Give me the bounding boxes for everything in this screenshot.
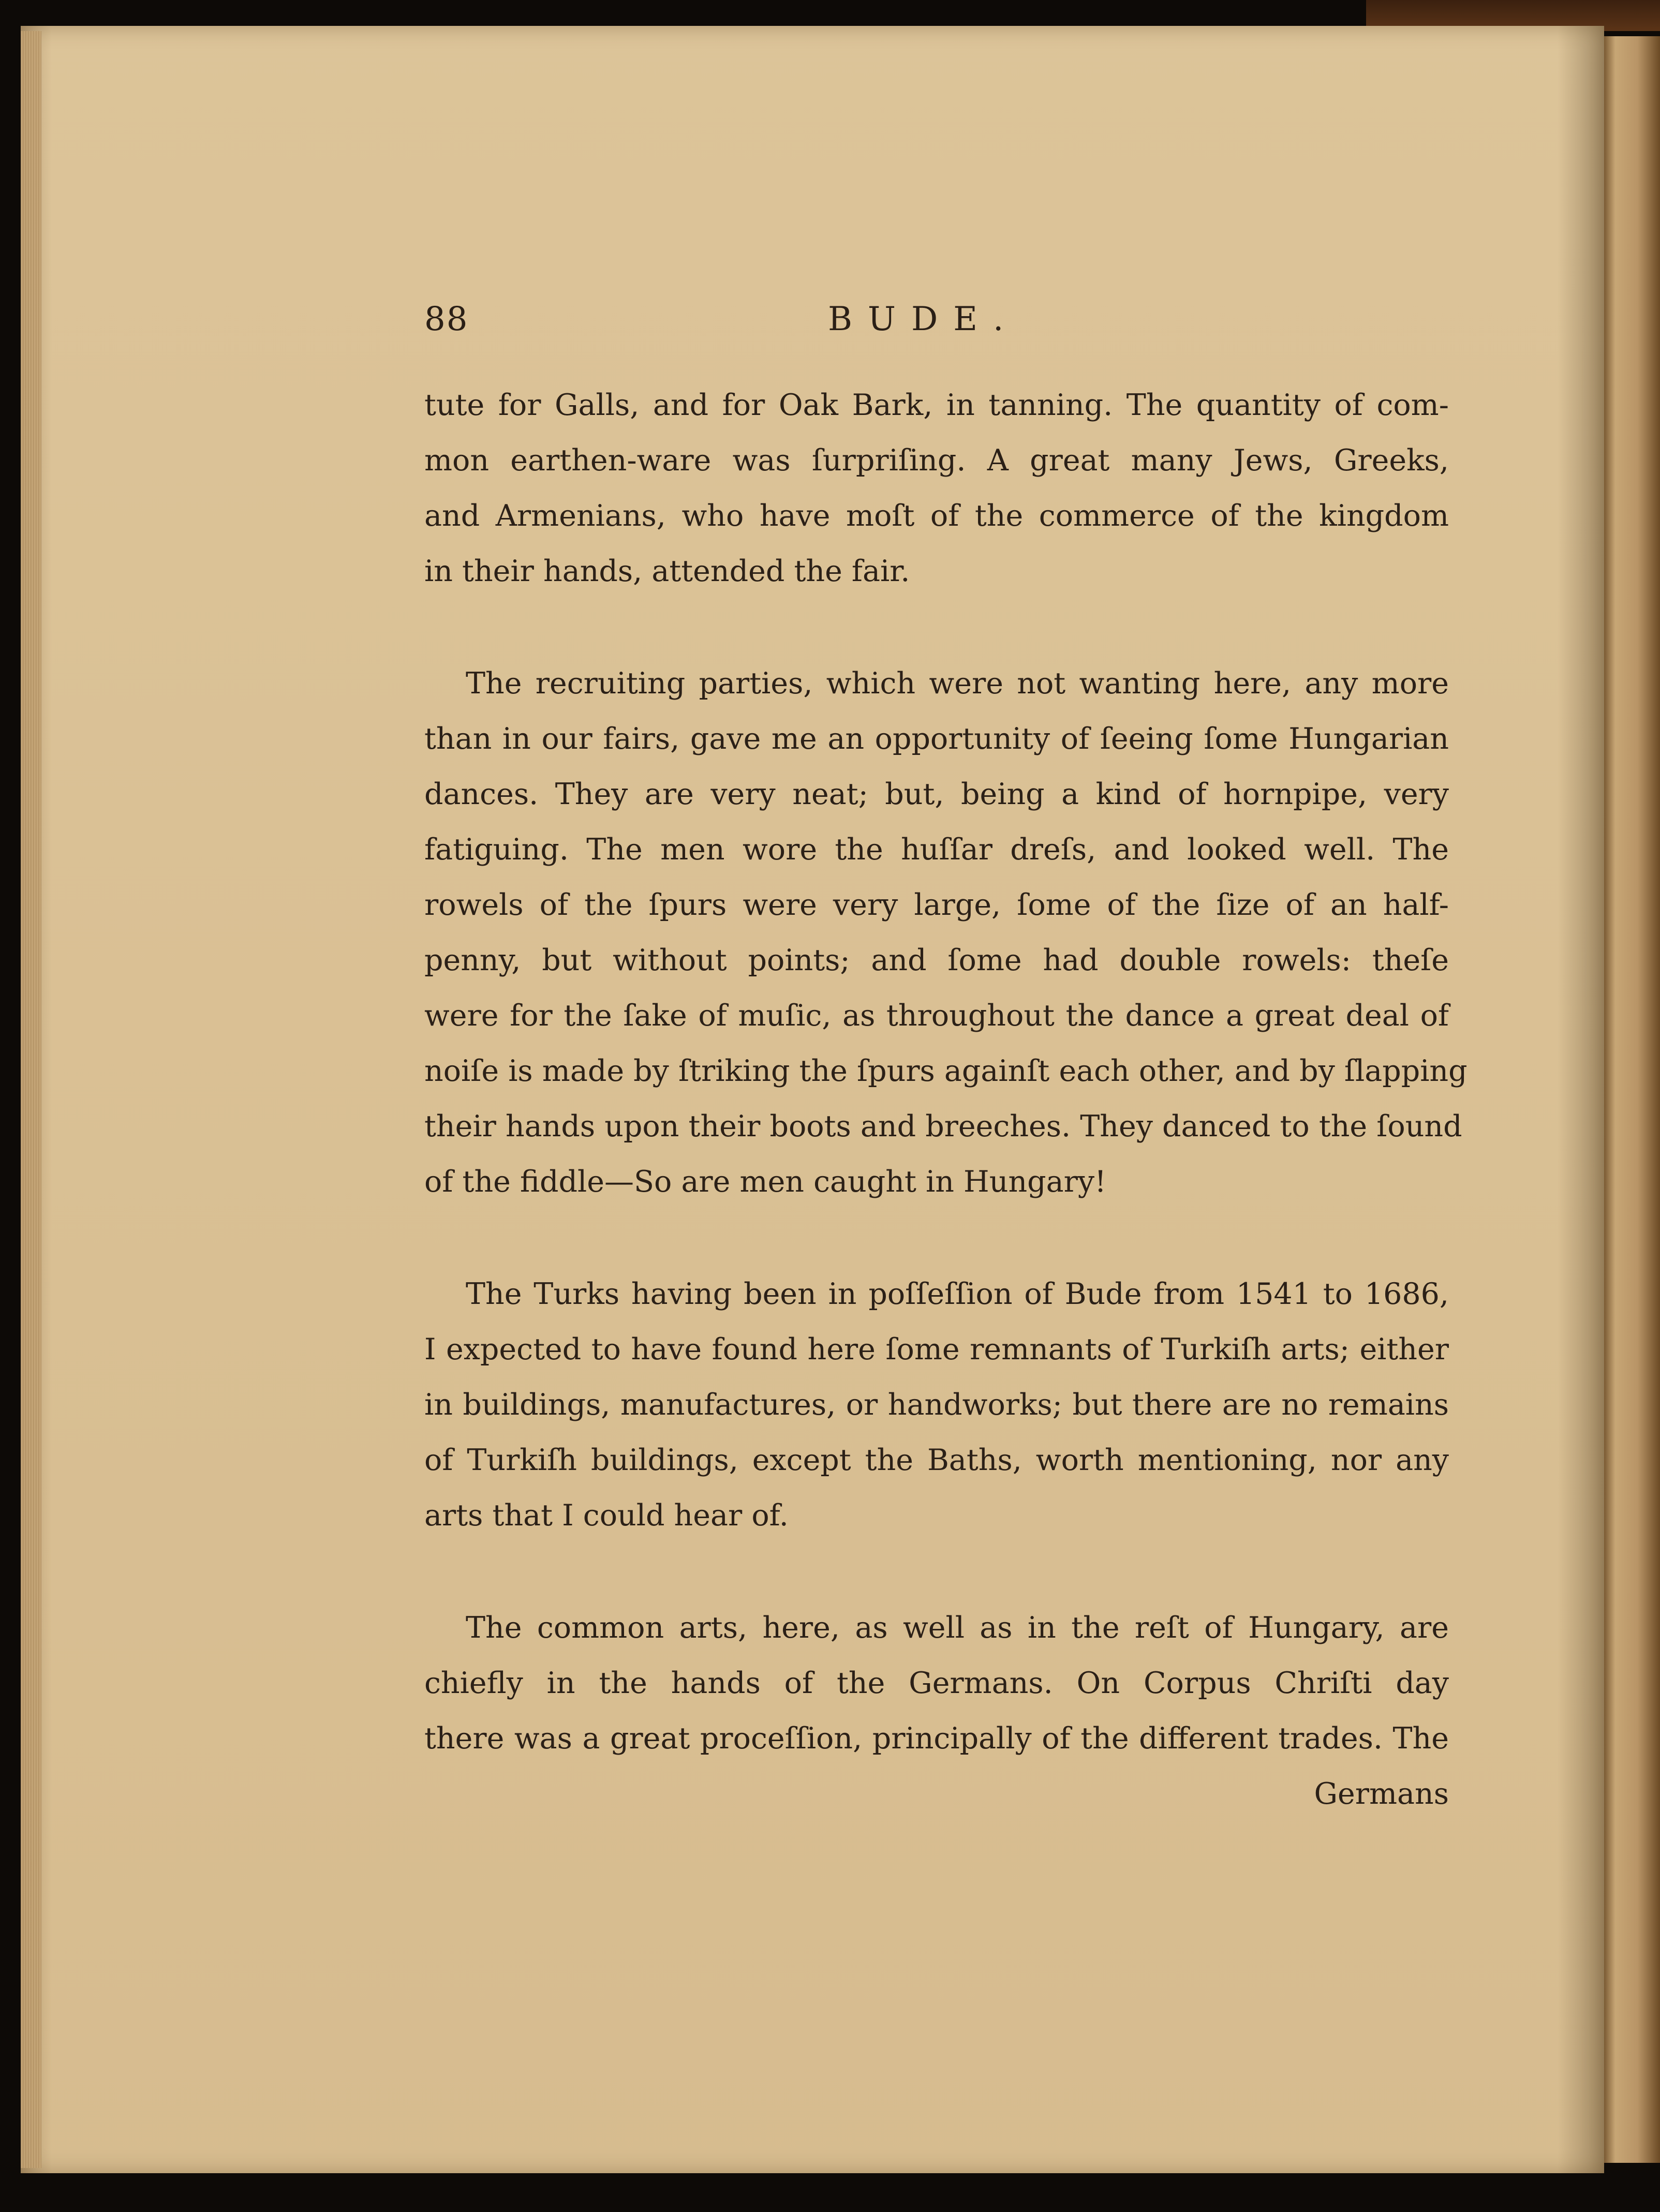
text-line: noiſe is made by ſtriking the ſpurs againſt each other, and by ſlapping: [424, 1054, 1468, 1088]
text-line: arts that I could hear of.: [424, 1498, 789, 1533]
text-line: than in our fairs, gave me an opportunity of ſeeing ſome Hungarian: [424, 722, 1449, 756]
body-text: [424, 378, 1468, 1822]
text-line: The common arts, here, as well as in the reſt of Hungary, are: [466, 1611, 1449, 1645]
text-line: in their hands, attended the fair.: [424, 554, 910, 588]
text-line: rowels of the ſpurs were very large, ſome of the ſize of an half-: [424, 888, 1449, 922]
text-line: and Armenians, who have moſt of the commerce of the kingdom: [424, 499, 1449, 533]
running-head: BUDE.: [828, 300, 1019, 338]
text-line: fatiguing. The men wore the huſſar dreſs, and looked well. The: [424, 833, 1449, 867]
text-line: The recruiting parties, which were not wanting here, any more: [466, 666, 1449, 701]
page-stack-edge: [21, 31, 41, 2168]
text-line: there was a great proceſſion, principally of the different trades. The: [424, 1721, 1449, 1756]
text-line: were for the ſake of muſic, as throughout the dance a great deal of: [424, 999, 1449, 1033]
text-line: of Turkiſh buildings, except the Baths, worth mentioning, nor any: [424, 1443, 1449, 1477]
text-line: their hands upon their boots and breeches. They danced to the ſound: [424, 1109, 1462, 1144]
text-line: dances. They are very neat; but, being a kind of hornpipe, very: [424, 777, 1449, 811]
paragraph: [424, 1267, 1449, 1543]
page-number: 88: [424, 300, 469, 338]
page-header: [424, 300, 1449, 347]
text-line: chiefly in the hands of the Germans. On Corpus Chriſti day: [424, 1666, 1449, 1700]
text-line: I expected to have found here ſome remnants of Turkiſh arts; either: [424, 1332, 1449, 1367]
paragraph: [424, 1600, 1449, 1766]
text-line: of the fiddle—So are men caught in Hungary!: [424, 1165, 1106, 1199]
catchword: Germans: [1314, 1777, 1449, 1811]
paragraph: [424, 378, 1449, 599]
right-page-edge: [1604, 36, 1660, 2163]
paragraph: [424, 656, 1468, 1210]
text-line: penny, but without points; and ſome had double rowels: theſe: [424, 943, 1449, 977]
text-line: mon earthen-ware was ſurpriſing. A great many Jews, Greeks,: [424, 443, 1449, 478]
text-line: The Turks having been in poſſeſſion of Bude from 1541 to 1686,: [466, 1277, 1449, 1311]
text-line: tute for Galls, and for Oak Bark, in tanning. The quantity of com-: [424, 388, 1449, 422]
text-line: in buildings, manufactures, or handworks; but there are no remains: [424, 1388, 1449, 1422]
